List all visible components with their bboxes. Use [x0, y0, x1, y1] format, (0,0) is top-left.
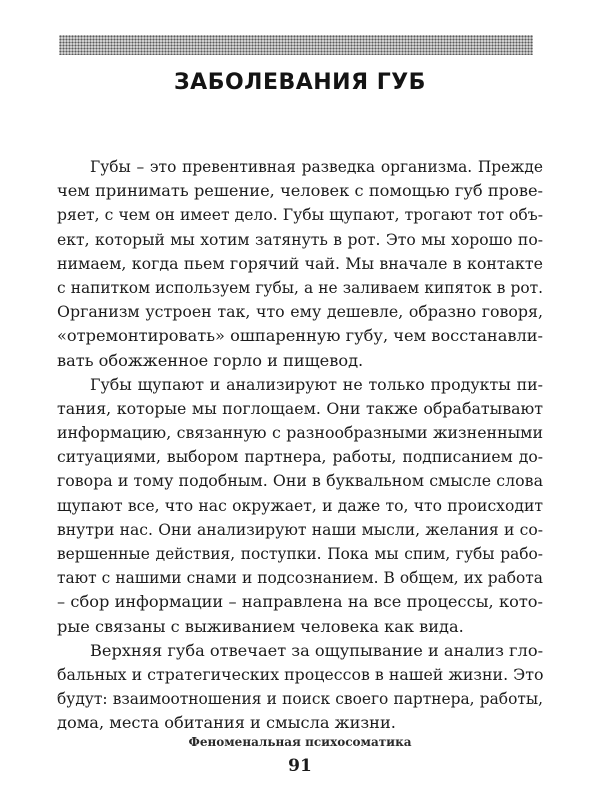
text-line: Губы – это превентивная разведка организма. Прежде: [90, 158, 543, 176]
text-line: Губы щупают и анализируют не только продукты пи-: [90, 374, 543, 394]
paragraph-2: [57, 373, 543, 639]
header-pattern-band: [59, 35, 533, 55]
chapter-title: ЗАБОЛЕВАНИЯ ГУБ: [174, 70, 426, 95]
text-line: бальных и стратегических процессов в нашей жизни. Это: [57, 664, 544, 684]
text-line: нимаем, когда пьем горячий чай. Мы вначале в контакте: [57, 253, 543, 273]
text-line: тания, которые мы поглощаем. Они также обрабатывают: [57, 398, 543, 418]
text-line: дома, места обитания и смысла жизни.: [57, 713, 396, 733]
text-line: вать обожженное горло и пищевод.: [57, 350, 364, 370]
body-text: [57, 155, 543, 736]
text-line: «отремонтировать» ошпаренную губу, чем восстанавли-: [57, 326, 543, 346]
page-number: 91: [288, 756, 312, 776]
text-line: Верхняя губа отвечает за ощупывание и анализ гло-: [90, 640, 544, 660]
text-line: вершенные действия, поступки. Пока мы спим, губы рабо-: [57, 545, 543, 563]
text-line: щупают все, что нас окружает, и даже то, что происходит: [57, 496, 543, 515]
text-line: чем принимать решение, человек с помощью губ прове-: [57, 181, 543, 201]
text-line: с напитком используем губы, а не заливаем кипяток в рот.: [57, 278, 543, 297]
paragraph-1: [57, 155, 543, 373]
text-line: говора и тому подобным. Они в буквальном смысле слова: [57, 471, 543, 491]
text-line: будут: взаимоотношения и поиск своего партнера, работы,: [57, 690, 543, 709]
text-line: ряет, с чем он имеет дело. Губы щупают, трогают тот объ-: [57, 206, 543, 225]
text-line: тают с нашими снами и подсознанием. В общем, их работа: [57, 569, 543, 588]
text-line: информацию, связанную с разнообразными жизненными: [57, 423, 543, 443]
text-line: ситуациями, выбором партнера, работы, подписанием до-: [57, 448, 543, 467]
text-line: внутри нас. Они анализируют наши мысли, желания и со-: [57, 520, 543, 539]
text-line: рые связаны с выживанием человека как вида.: [57, 616, 464, 636]
text-line: ект, который мы хотим затянуть в рот. Это мы хорошо по-: [57, 230, 543, 249]
text-line: Организм устроен так, что ему дешевле, образно говоря,: [57, 302, 543, 322]
text-line: – сбор информации – направлена на все процессы, кото-: [57, 592, 543, 612]
footer-book-title: Феноменальная психосоматика: [188, 735, 412, 749]
paragraph-3: [57, 639, 543, 736]
